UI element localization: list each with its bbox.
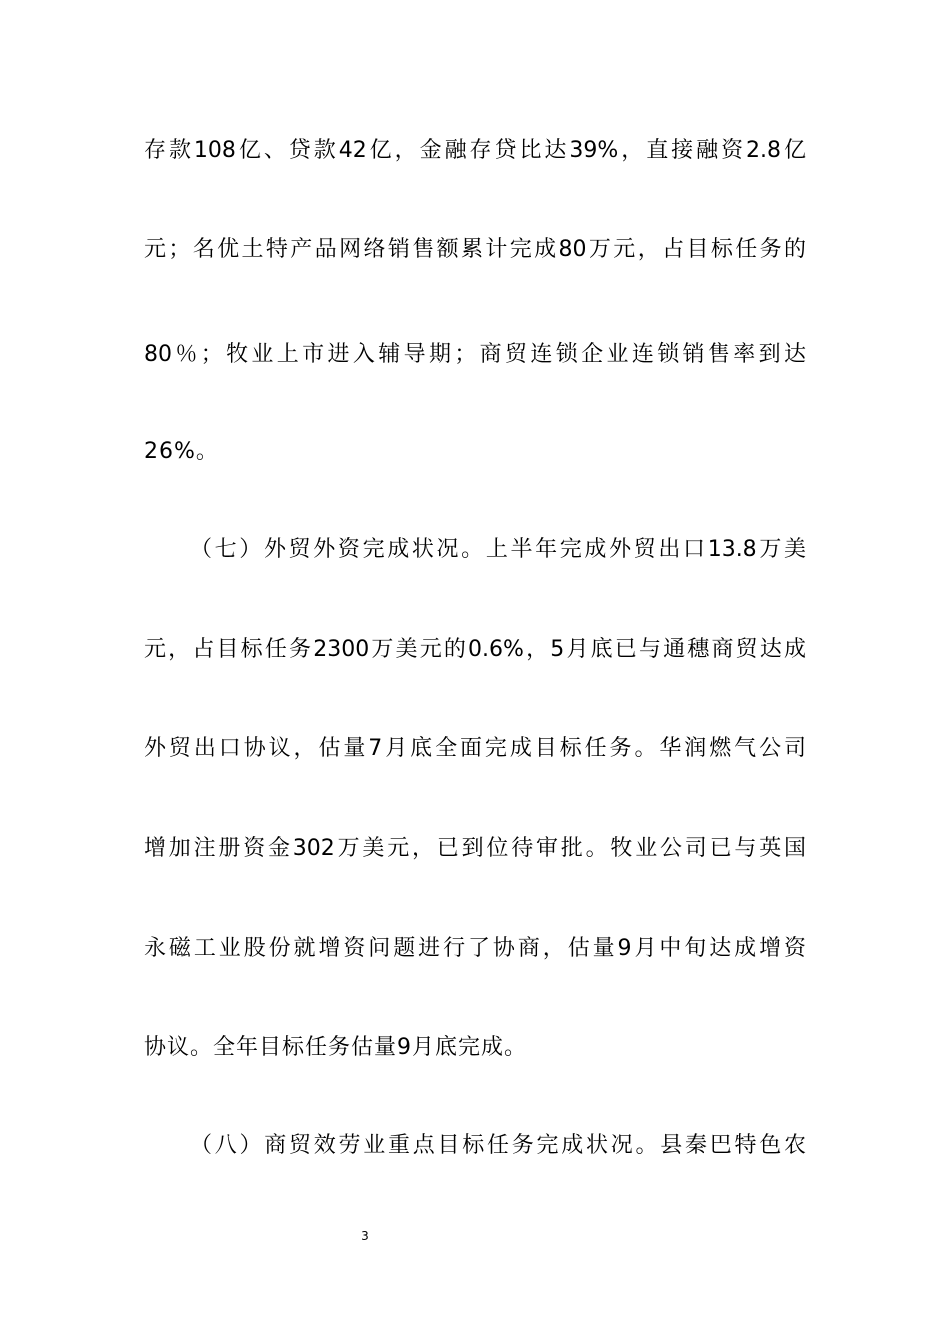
paragraph-line-7: 外贸出口协议，估量7月底全面完成目标任务。华润燃气公司 — [144, 736, 806, 761]
paragraph-line-8: 增加注册资金302万美元，已到位待审批。牧业公司已与英国 — [144, 836, 806, 861]
paragraph-line-1: 存款108亿、贷款42亿，金融存贷比达39%，直接融资2.8亿 — [144, 138, 806, 163]
paragraph-line-3: 80％；牧业上市进入辅导期；商贸连锁企业连锁销售率到达 — [144, 342, 806, 367]
paragraph-line-9: 永磁工业股份就增资问题进行了协商，估量9月中旬达成增资 — [144, 936, 806, 961]
section-8-heading-line: （八）商贸效劳业重点目标任务完成状况。县秦巴特色农 — [190, 1133, 806, 1158]
section-7-heading-line: （七）外贸外资完成状况。上半年完成外贸出口13.8万美 — [190, 537, 806, 562]
paragraph-line-10: 协议。全年目标任务估量9月底完成。 — [144, 1035, 527, 1060]
paragraph-line-4: 26%。 — [144, 439, 219, 464]
page-number: 3 — [361, 1229, 369, 1243]
paragraph-line-6: 元，占目标任务2300万美元的0.6%，5月底已与通穗商贸达成 — [144, 637, 806, 662]
paragraph-line-2: 元；名优土特产品网络销售额累计完成80万元，占目标任务的 — [144, 237, 806, 262]
